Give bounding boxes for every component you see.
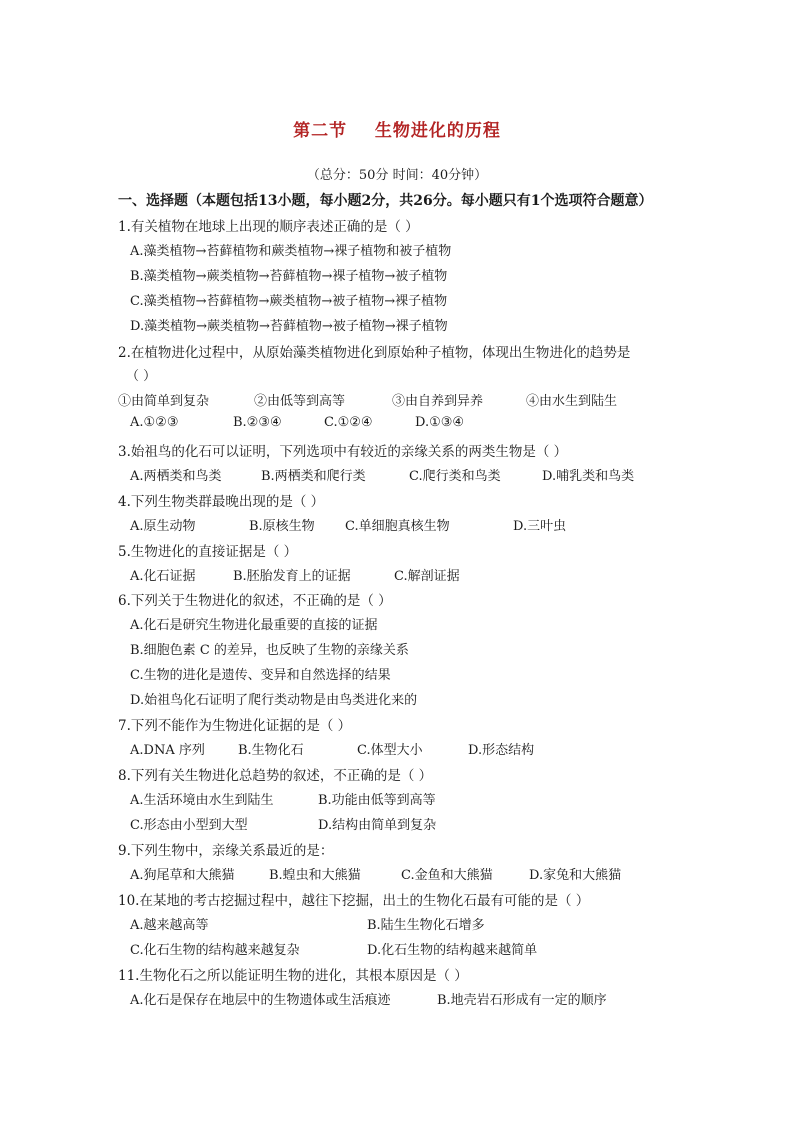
question-6-stem: 6.下列关于生物进化的叙述，不正确的是（ ） xyxy=(118,593,392,609)
question-7-option-d: D.形态结构 xyxy=(468,743,535,758)
question-2-option-c: C.①②④ xyxy=(324,415,373,430)
question-2-statement-4: ④由水生到陆生 xyxy=(526,394,618,409)
question-4-stem: 4.下列生物类群最晚出现的是（ ） xyxy=(118,494,325,510)
question-2-option-b: B.②③④ xyxy=(233,415,282,430)
question-5-option-a: A.化石证据 xyxy=(130,569,196,584)
question-5-option-b: B.胚胎发育上的证据 xyxy=(233,569,351,584)
section-heading: 一、选择题（本题包括13小题，每小题2分，共26分。每小题只有1个选项符合题意） xyxy=(118,193,653,209)
question-1-option-c: C.藻类植物→苔藓植物→蕨类植物→被子植物→裸子植物 xyxy=(130,294,448,309)
question-7-option-b: B.生物化石 xyxy=(238,743,304,758)
question-6-option-c: C.生物的进化是遗传、变异和自然选择的结果 xyxy=(130,668,391,683)
question-4-option-c: C.单细胞真核生物 xyxy=(345,519,450,534)
question-3-stem: 3.始祖鸟的化石可以证明，下列选项中有较近的亲缘关系的两类生物是（ ） xyxy=(118,444,568,460)
question-9-stem: 9.下列生物中，亲缘关系最近的是： xyxy=(118,843,334,859)
question-6-option-b: B.细胞色素 C 的差异，也反映了生物的亲缘关系 xyxy=(130,643,409,658)
question-10-option-b: B.陆生生物化石增多 xyxy=(367,918,485,933)
question-4-option-d: D.三叶虫 xyxy=(513,519,567,534)
question-1-option-b: B.藻类植物→蕨类植物→苔藓植物→裸子植物→被子植物 xyxy=(130,269,448,284)
question-11-option-a: A.化石是保存在地层中的生物遗体或生活痕迹 xyxy=(130,993,391,1008)
question-1-option-d: D.藻类植物→蕨类植物→苔藓植物→被子植物→裸子植物 xyxy=(130,319,448,334)
question-10-option-a: A.越来越高等 xyxy=(130,918,209,933)
question-1-option-a: A.藻类植物→苔藓植物和蕨类植物→裸子植物和被子植物 xyxy=(130,244,452,259)
question-2-statement-1: ①由简单到复杂 xyxy=(118,394,210,409)
question-9-option-a: A.狗尾草和大熊猫 xyxy=(130,868,235,883)
score-time-info: （总分：50分 时间：40分钟） xyxy=(306,168,488,183)
page-title: 第二节 生物进化的历程 xyxy=(293,121,501,141)
question-4-option-a: A.原生动物 xyxy=(130,519,196,534)
question-3-option-a: A.两栖类和鸟类 xyxy=(130,469,222,484)
question-9-option-d: D.家兔和大熊猫 xyxy=(529,868,622,883)
question-11-stem: 11.生物化石之所以能证明生物的进化，其根本原因是（ ） xyxy=(118,968,468,984)
question-9-option-b: B.蝗虫和大熊猫 xyxy=(269,868,361,883)
question-3-option-c: C.爬行类和鸟类 xyxy=(409,469,501,484)
question-8-option-b: B.功能由低等到高等 xyxy=(318,793,436,808)
question-7-stem: 7.下列不能作为生物进化证据的是（ ） xyxy=(118,718,352,734)
question-2-statement-3: ③由自养到异养 xyxy=(392,394,484,409)
question-11-option-b: B.地壳岩石形成有一定的顺序 xyxy=(437,993,607,1008)
question-2-paren: （ ） xyxy=(126,369,157,384)
question-8-stem: 8.下列有关生物进化总趋势的叙述，不正确的是（ ） xyxy=(118,768,433,784)
question-9-option-c: C.金鱼和大熊猫 xyxy=(401,868,493,883)
question-7-option-c: C.体型大小 xyxy=(357,743,423,758)
question-3-option-d: D.哺乳类和鸟类 xyxy=(542,469,635,484)
question-3-option-b: B.两栖类和爬行类 xyxy=(261,469,366,484)
question-10-option-c: C.化石生物的结构越来越复杂 xyxy=(130,943,300,958)
question-7-option-a: A.DNA 序列 xyxy=(130,743,205,758)
question-2-statement-2: ②由低等到高等 xyxy=(254,394,346,409)
question-8-option-c: C.形态由小型到大型 xyxy=(130,818,248,833)
question-2-option-d: D.①③④ xyxy=(415,415,465,430)
question-2-stem: 2.在植物进化过程中，从原始藻类植物进化到原始种子植物，体现出生物进化的趋势是 xyxy=(118,345,631,361)
question-5-option-c: C.解剖证据 xyxy=(394,569,460,584)
question-2-option-a: A.①②③ xyxy=(130,415,179,430)
question-8-option-d: D.结构由简单到复杂 xyxy=(318,818,437,833)
question-4-option-b: B.原核生物 xyxy=(249,519,315,534)
question-6-option-d: D.始祖鸟化石证明了爬行类动物是由鸟类进化来的 xyxy=(130,693,418,708)
question-8-option-a: A.生活环境由水生到陆生 xyxy=(130,793,274,808)
question-6-option-a: A.化石是研究生物进化最重要的直接的证据 xyxy=(130,618,378,633)
question-10-stem: 10.在某地的考古挖掘过程中，越往下挖掘，出土的生物化石最有可能的是（ ） xyxy=(118,893,590,909)
question-10-option-d: D.化石生物的结构越来越简单 xyxy=(367,943,538,958)
question-5-stem: 5.生物进化的直接证据是（ ） xyxy=(118,544,298,560)
question-1-stem: 1.有关植物在地球上出现的顺序表述正确的是（ ） xyxy=(118,219,419,235)
